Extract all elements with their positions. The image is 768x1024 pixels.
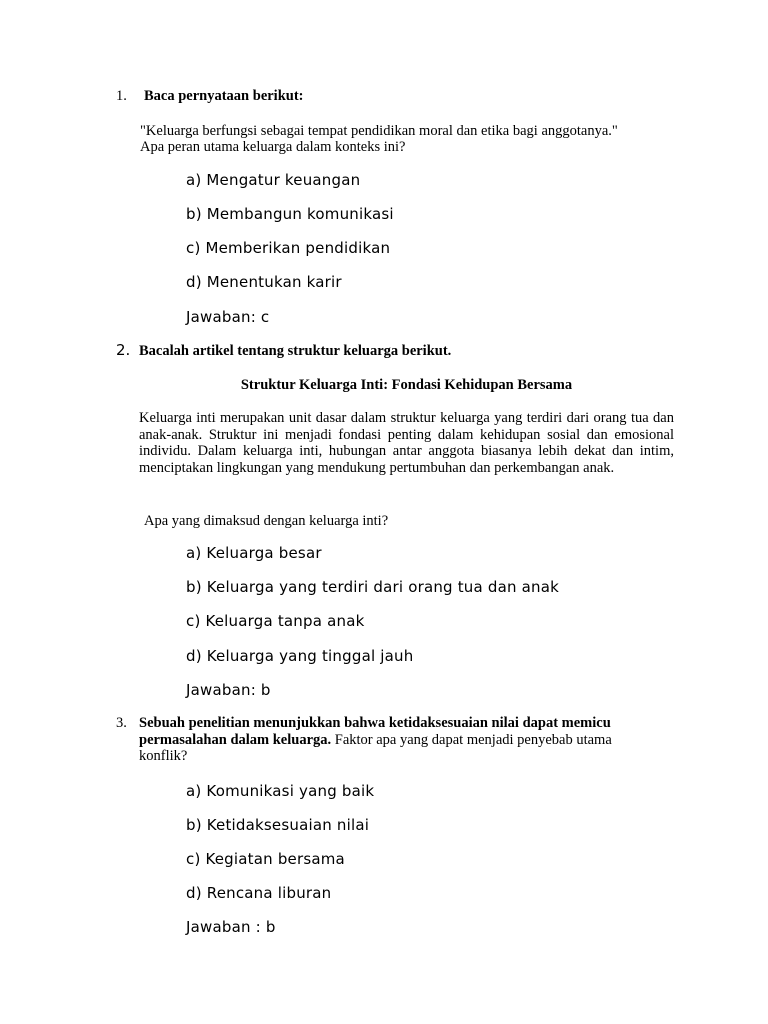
option-a: a) Komunikasi yang baik [186, 782, 375, 800]
answer: Jawaban: b [186, 681, 271, 699]
option-b: b) Keluarga yang terdiri dari orang tua dan anak [186, 578, 560, 596]
option-a: a) Keluarga besar [186, 544, 322, 562]
option-d: d) Rencana liburan [186, 884, 332, 902]
option-b: b) Ketidaksesuaian nilai [186, 816, 370, 834]
question-number: 1. [116, 88, 127, 104]
question-heading [139, 715, 659, 765]
question-quote: "Keluarga berfungsi sebagai tempat pendidikan moral dan etika bagi anggotanya." [140, 123, 618, 139]
question-heading: Bacalah artikel tentang struktur keluarga berikut. [139, 343, 452, 359]
question-number: 3. [116, 715, 127, 731]
question-number: 2. [116, 341, 131, 359]
article-title: Struktur Keluarga Inti: Fondasi Kehidupan Bersama [240, 377, 573, 393]
question-heading-bold: Sebuah penelitian menunjukkan bahwa ketidaksesuaian nilai dapat memicu permasalahan dalam keluarga. [139, 715, 611, 748]
answer: Jawaban: c [186, 308, 270, 326]
option-d: d) Keluarga yang tinggal jauh [186, 647, 414, 665]
answer: Jawaban : b [186, 918, 276, 936]
option-d: d) Menentukan karir [186, 273, 342, 291]
option-c: c) Keluarga tanpa anak [186, 612, 365, 630]
option-a: a) Mengatur keuangan [186, 171, 361, 189]
option-c: c) Kegiatan bersama [186, 850, 345, 868]
option-c: c) Memberikan pendidikan [186, 239, 391, 257]
question-prompt: Apa yang dimaksud dengan keluarga inti? [144, 513, 389, 529]
question-heading-rest: Faktor apa yang dapat menjadi penyebab utama konflik? [139, 731, 612, 764]
article-body: Keluarga inti merupakan unit dasar dalam struktur keluarga yang terdiri dari orang tua dan anak-anak. Struktur ini menjadi fondasi penting dalam kehidupan sosial dan emosional individu. Dalam keluarga inti, hubungan antar anggota biasanya lebih dekat dan intim, menciptakan lingkungan yang mendukung pertumbuhan dan perkembangan anak. [139, 410, 674, 476]
question-prompt: Apa peran utama keluarga dalam konteks ini? [140, 139, 406, 155]
question-heading: Baca pernyataan berikut: [144, 88, 304, 104]
option-b: b) Membangun komunikasi [186, 205, 394, 223]
